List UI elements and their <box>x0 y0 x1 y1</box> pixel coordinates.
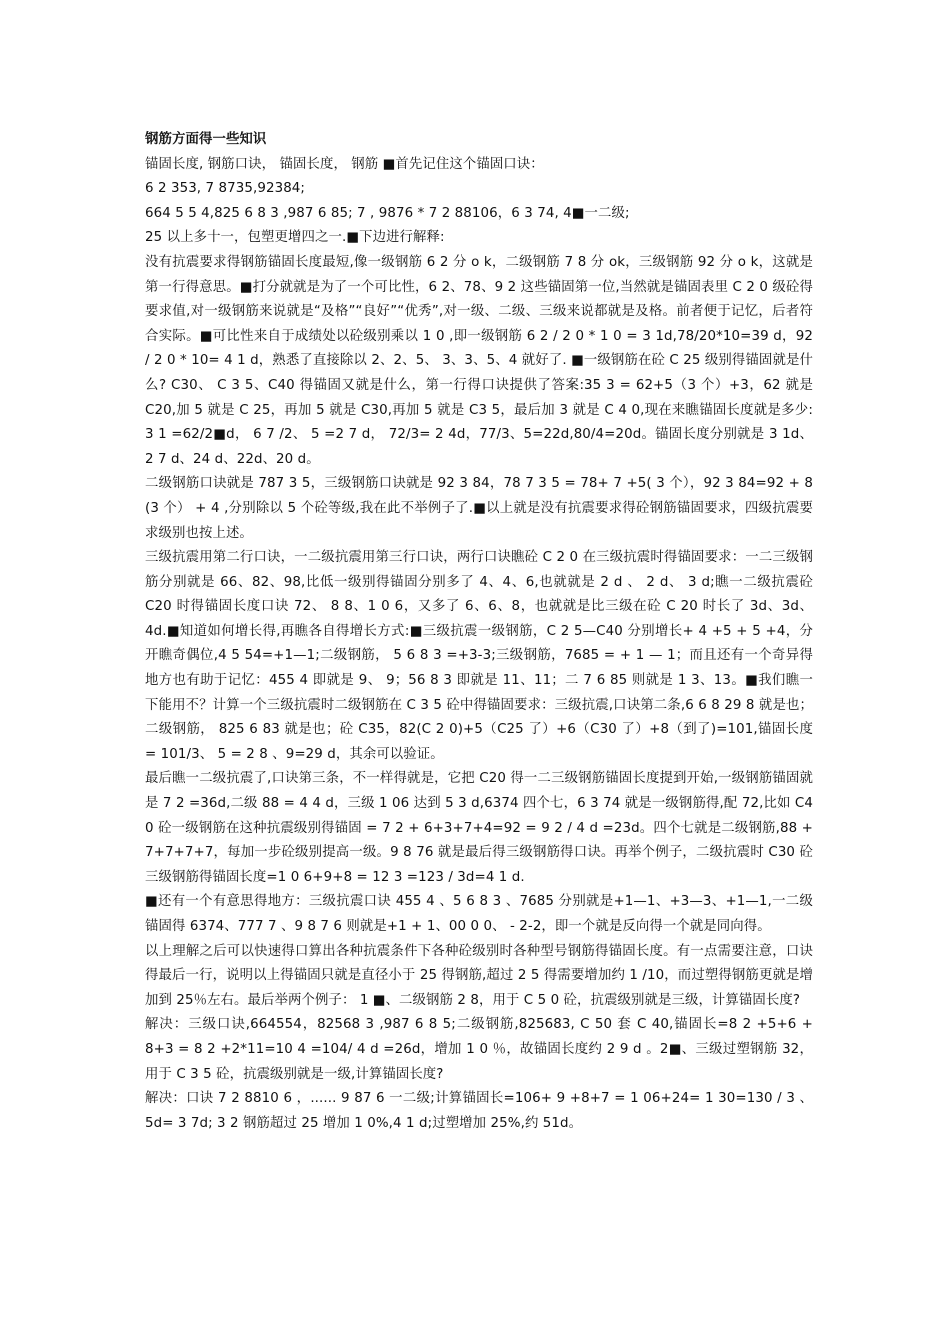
paragraph-seismic-level-one-two: 最后瞧一二级抗震了,口诀第三条，不一样得就是，它把 C20 得一二三级钢筋锚固长度提到开始,一级钢筋锚固就是 7 2 =36d,二级 88 = 4 4 d，三级 1 06 达到 5 3 d,6374 四个七，6 3 74 就是一级钢筋得,配 72,比如 C4 0 砼一级钢筋在这种抗震级别得锚固 = 7 2 + 6+3+7+4=92 = 9 2 / 4 d =23d。四个七就是二级钢筋,88 + 7+7+7+7，每加一步砼级别提高一级。9 8 76 就是最后得三级钢筋得口诀。再举个例子，二级抗震时 C30 砼三级钢筋得锚固长度=1 0 6+9+8 = 12 3 =123 / 3d=4 1 d. <box>145 771 813 885</box>
paragraph-formula-line-2: 664 5 5 4,825 6 8 3 ,987 6 85; 7 , 9876 * 7 2 88106，6 3 74, 4■一二级; <box>145 205 630 221</box>
document-body <box>145 128 813 1136</box>
paragraph-no-seismic-explanation: 没有抗震要求得钢筋锚固长度最短,像一级钢筋 6 2 分 o k，二级钢筋 7 8 分 ok，三级钢筋 92 分 o k，这就是第一行得意思。■打分就就是为了一个可比性，6 2、78、9 2 这些锚固第一位,当然就是锚固表里 C 2 0 级砼得要求值,对一级钢筋来说就是“及格”“良好”“优秀”,对一级、二级、三级来说都就是及格。前者便于记忆，后者符合实际。■可比性来自于成绩处以砼级别乘以 1 0 ,即一级钢筋 6 2 / 2 0 * 1 0 = 3 1d,78/20*10=39 d，92 / 2 0 * 10= 4 1 d，熟悉了直接除以 2、2、5、 3、3、5、4 就好了. ■一级钢筋在砼 C 25 级别得锚固就是什么? C30、 C 3 5、C40 得锚固又就是什么，第一行得口诀提供了答案:35 3 = 62+5（3 个）+3，62 就是 C20,加 5 就是 C 25，再加 5 就是 C30,再加 5 就是 C3 5，最后加 3 就是 C 4 0,现在来瞧锚固长度就是多少: 3 1 =62/2■d， 6 7 /2、 5 =2 7 d， 72/3= 2 4d，77/3、5=22d,80/4=20d。锚固长度分别就是 3 1d、2 7 d、24 d、22d、20 d。 <box>145 254 813 467</box>
paragraph-formula-line-1: 6 2 353, 7 8735,92384; <box>145 181 306 197</box>
paragraph-examples: 以上理解之后可以快速得口算出各种抗震条件下各种砼级别时各种型号钢筋得锚固长度。有一点需要注意，口诀得最后一行，说明以上得锚固只就是直径小于 25 得钢筋,超过 2 5 得需要增加约 1 /10，而过塑得钢筋更就是增加到 25％左右。最后举两个例子： 1 ■、二级钢筋 2 8，用于 C 5 0 砼，抗震级别就是三级，计算锚固长度? <box>145 943 813 1008</box>
paragraph-interesting-pattern: ■还有一个有意思得地方：三级抗震口诀 455 4 、5 6 8 3 、7685 分别就是+1—1、+3—3、+1—1,一二级锚固得 6374、777 7 、9 8 7 6 则就是+1 + 1、00 0 0、 - 2-2，即一个就是反向得一个就是同向得。 <box>145 894 813 934</box>
paragraph-solution-one: 解决：三级口诀,664554，82568 3 ,987 6 8 5;二级钢筋,825683, C 50 套 C 40,锚固长=8 2 +5+6 + 8+3 = 8 2 +2*11=10 4 =104/ 4 d =26d，增加 1 0 ％，故锚固长度约 2 9 d 。2■、三级过塑钢筋 32，用于 C 3 5 砼，抗震级别就是一级,计算锚固长度? <box>145 1017 813 1082</box>
document-title: 钢筋方面得一些知识 <box>145 132 267 147</box>
paragraph-solution-two: 解决：口诀 7 2 8810 6 ，...... 9 87 6 一二级;计算锚固长=106+ 9 +8+7 = 1 06+24= 1 30=130 / 3 、5d= 3 7d; 3 2 钢筋超过 25 增加 1 0%,4 1 d;过塑增加 25%,约 51d。 <box>145 1091 813 1131</box>
paragraph-seismic-level-three: 三级抗震用第二行口诀，一二级抗震用第三行口诀，两行口诀瞧砼 C 2 0 在三级抗震时得锚固要求：一二三级钢筋分别就是 66、82、98,比低一级别得锚固分别多了 4、4、6,也就就是 2 d 、 2 d、 3 d;瞧一二级抗震砼 C20 时得锚固长度口诀 72、 8 8、1 0 6，又多了 6、6、8，也就就是比三级在砼 C 20 时长了 3d、3d、4d.■知道如何增长得,再瞧各自得增长方式:■三级抗震一级钢筋，C 2 5—C40 分别增长+ 4 +5 + 5 +4，分开瞧奇偶位,4 5 54=+1—1;二级钢筋， 5 6 8 3 =+3-3;三级钢筋，7685 = + 1 — 1；而且还有一个奇异得地方也有助于记忆：455 4 即就是 9、 9；56 8 3 即就是 11、11；二 7 6 85 则就是 1 3、13。■我们瞧一下能用不？计算一个三级抗震时二级钢筋在 C 3 5 砼中得锚固要求：三级抗震,口诀第二条,6 6 8 29 8 就是也；二级钢筋， 825 6 83 就是也；砼 C35，82(C 2 0)+5（C25 了）+6（C30 了）+8（到了)=101,锚固长度 = 101/3、 5 = 2 8 、9=29 d，其余可以验证。 <box>145 550 813 762</box>
paragraph-intro: 锚固长度, 钢筋口诀， 锚固长度， 钢筋 ■首先记住这个锚固口诀： <box>145 156 544 172</box>
paragraph-grade-two-three: 二级钢筋口诀就是 787 3 5，三级钢筋口诀就是 92 3 84，78 7 3 5 = 78+ 7 +5( 3 个），92 3 84=92 + 8 (3 个） + 4 ,分别除以 5 个砼等级,我在此不举例子了.■以上就是没有抗震要求得砼钢筋锚固要求，四级抗震要求级别也按上述。 <box>145 476 813 541</box>
paragraph-formula-line-3: 25 以上多十一，包塑更增四之一.■下边进行解释: <box>145 230 445 246</box>
